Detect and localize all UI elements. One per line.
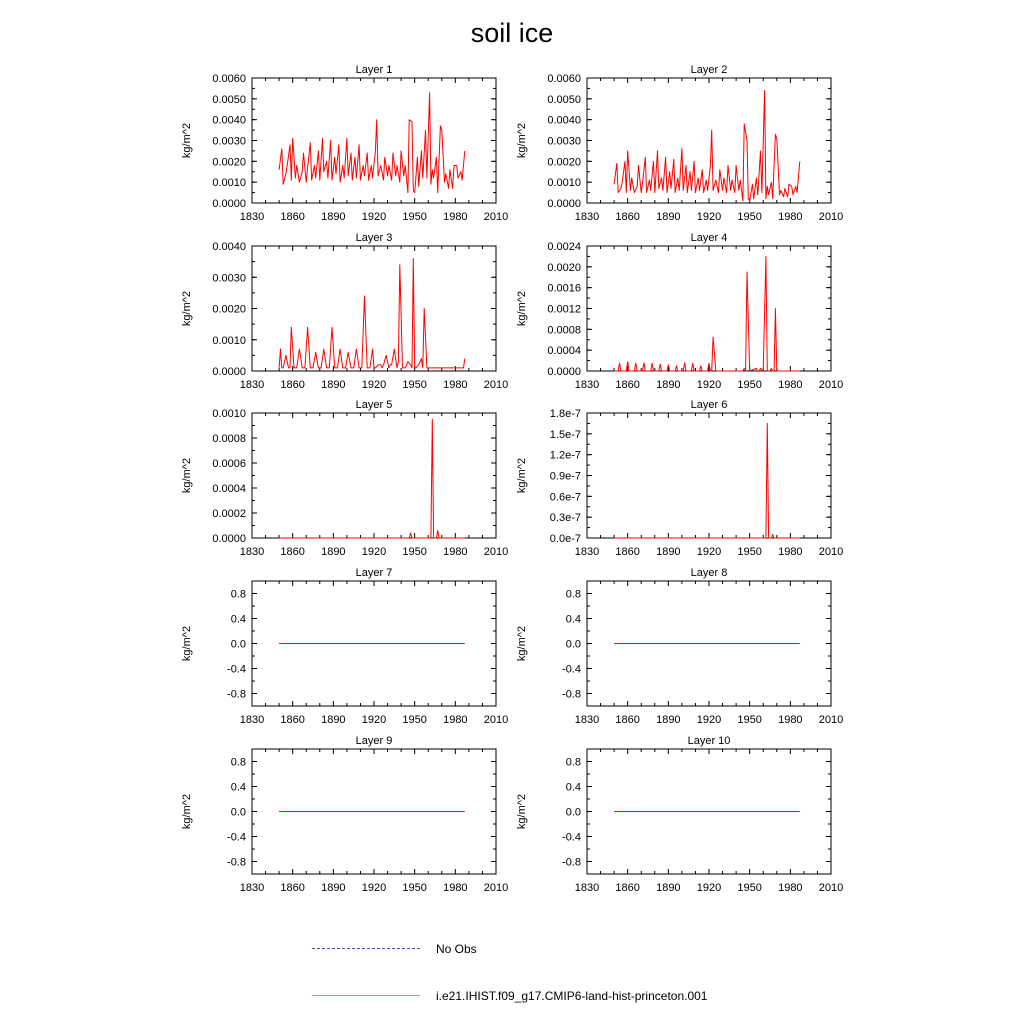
x-tick-label: 1830	[574, 882, 600, 894]
y-tick-label: 0.4	[230, 781, 246, 794]
y-tick-label: 0.0000	[547, 366, 581, 378]
y-tick-label: 0.0020	[212, 156, 246, 169]
y-tick-label: -0.4	[227, 663, 246, 676]
x-tick-label: 2010	[818, 546, 844, 558]
legend-label: i.e21.IHIST.f09_g17.CMIP6-land-hist-princeton.001	[436, 989, 708, 1003]
x-tick-label: 2010	[483, 882, 509, 894]
y-tick-label: 0.0050	[547, 93, 581, 106]
y-tick-label: 0.0024	[547, 241, 581, 253]
x-tick-label: 1830	[239, 379, 265, 391]
x-tick-label: 1950	[737, 714, 762, 726]
chart-panel-layer-4	[516, 232, 843, 391]
x-tick-label: 1890	[656, 546, 681, 558]
x-tick-label: 1860	[615, 882, 640, 894]
y-tick-label: 0.0030	[212, 135, 246, 148]
y-tick-label: 1.8e-7	[549, 408, 581, 420]
x-tick-label: 1980	[443, 546, 468, 558]
series-line	[279, 259, 465, 368]
y-tick-label: -0.4	[562, 831, 581, 844]
y-tick-label: 0.9e-7	[549, 470, 581, 483]
plot-frame	[252, 78, 496, 203]
series-line	[614, 423, 800, 538]
x-tick-label: 1950	[737, 379, 762, 391]
y-tick-label: 0.0016	[547, 282, 581, 295]
x-tick-label: 1980	[778, 714, 803, 726]
y-tick-label: 0.6e-7	[549, 491, 581, 504]
x-tick-label: 1920	[361, 546, 387, 558]
y-tick-label: 0.0020	[547, 261, 581, 274]
y-tick-label: 0.0012	[547, 303, 581, 316]
y-tick-label: 0.0030	[547, 135, 581, 148]
y-tick-label: -0.8	[562, 688, 581, 701]
x-tick-label: 1860	[615, 379, 640, 391]
panel-title: Layer 6	[690, 399, 728, 411]
y-axis-label: kg/m^2	[181, 290, 193, 327]
x-tick-label: 1920	[361, 211, 387, 223]
x-tick-label: 1860	[280, 714, 305, 726]
chart-panel-layer-10	[516, 735, 843, 894]
y-axis-label: kg/m^2	[181, 122, 193, 159]
x-tick-label: 2010	[483, 546, 509, 558]
x-tick-label: 1830	[239, 546, 265, 558]
y-tick-label: 0.4	[565, 781, 581, 794]
x-tick-label: 1980	[778, 546, 803, 558]
x-tick-label: 1950	[737, 882, 762, 894]
y-tick-label: -0.8	[562, 856, 581, 869]
x-tick-label: 1890	[321, 379, 346, 391]
x-tick-label: 1830	[239, 882, 265, 894]
y-tick-label: 0.0000	[212, 533, 246, 545]
x-tick-label: 2010	[818, 714, 844, 726]
series-line	[614, 256, 800, 371]
panel-title: Layer 4	[690, 232, 728, 244]
x-tick-label: 2010	[818, 211, 844, 223]
x-tick-label: 1890	[656, 211, 681, 223]
y-tick-label: 0.0004	[547, 345, 581, 358]
x-tick-label: 1830	[574, 546, 600, 558]
x-tick-label: 1860	[615, 211, 640, 223]
x-tick-label: 2010	[483, 211, 509, 223]
y-tick-label: 0.0040	[547, 114, 581, 127]
panel-title: Layer 7	[355, 567, 393, 579]
x-tick-label: 1890	[321, 714, 346, 726]
y-axis-label: kg/m^2	[516, 793, 528, 830]
x-tick-label: 1920	[696, 211, 722, 223]
x-tick-label: 1920	[361, 379, 387, 391]
y-tick-label: 0.3e-7	[549, 512, 581, 525]
y-tick-label: 0.0000	[212, 198, 246, 210]
y-tick-label: 1.2e-7	[549, 449, 581, 462]
legend-swatch-solid	[312, 995, 420, 996]
x-tick-label: 1950	[402, 546, 427, 558]
chart-panel-layer-7	[181, 567, 508, 726]
x-tick-label: 1980	[443, 714, 468, 726]
y-tick-label: 0.0010	[212, 408, 246, 420]
page-title: soil ice	[470, 18, 554, 48]
series-line	[614, 91, 800, 201]
y-tick-label: 0.0030	[212, 272, 246, 285]
y-tick-label: 0.0000	[547, 198, 581, 210]
chart-panel-layer-5	[181, 399, 508, 558]
x-tick-label: 1950	[737, 211, 762, 223]
y-tick-label: 1.5e-7	[549, 428, 581, 441]
x-tick-label: 1890	[321, 211, 346, 223]
y-tick-label: 0.0	[230, 806, 246, 819]
x-tick-label: 2010	[483, 379, 509, 391]
x-tick-label: 1920	[696, 379, 722, 391]
x-tick-label: 1920	[696, 546, 722, 558]
x-tick-label: 1920	[361, 714, 387, 726]
y-tick-label: 0.0006	[212, 458, 246, 470]
x-tick-label: 1830	[239, 714, 265, 726]
y-tick-label: 0.0004	[212, 483, 246, 495]
x-tick-label: 1950	[402, 882, 427, 894]
x-tick-label: 1860	[280, 546, 305, 558]
y-tick-label: -0.4	[227, 831, 246, 844]
x-tick-label: 2010	[818, 379, 844, 391]
y-tick-label: -0.4	[562, 663, 581, 676]
legend-swatch-dashed	[312, 948, 420, 949]
y-tick-label: 0.0	[230, 638, 246, 651]
y-tick-label: 0.0010	[212, 334, 246, 347]
y-tick-label: 0.8	[565, 756, 581, 769]
panel-title: Layer 1	[355, 64, 393, 76]
y-tick-label: 0.0002	[212, 508, 246, 520]
y-axis-label: kg/m^2	[181, 457, 193, 494]
legend-label: No Obs	[436, 942, 477, 956]
y-tick-label: 0.0060	[547, 73, 581, 85]
series-line	[279, 419, 465, 538]
x-tick-label: 1920	[361, 882, 387, 894]
y-axis-label: kg/m^2	[516, 122, 528, 159]
chart-panel-layer-9	[181, 735, 508, 894]
x-tick-label: 1980	[443, 211, 468, 223]
series-line	[279, 93, 465, 193]
panel-title: Layer 2	[690, 64, 728, 76]
y-axis-label: kg/m^2	[516, 457, 528, 494]
y-tick-label: 0.0e-7	[549, 533, 581, 545]
y-tick-label: 0.0020	[212, 303, 246, 316]
x-tick-label: 2010	[483, 714, 509, 726]
x-tick-label: 1920	[696, 714, 722, 726]
plot-frame	[587, 246, 831, 371]
y-axis-label: kg/m^2	[181, 625, 193, 662]
x-tick-label: 1890	[656, 882, 681, 894]
x-tick-label: 1890	[656, 379, 681, 391]
y-tick-label: 0.0050	[212, 93, 246, 106]
x-tick-label: 1890	[321, 546, 346, 558]
x-tick-label: 1890	[656, 714, 681, 726]
y-axis-label: kg/m^2	[516, 625, 528, 662]
x-tick-label: 1890	[321, 882, 346, 894]
chart-panel-layer-1	[181, 64, 508, 223]
y-tick-label: 0.0	[565, 806, 581, 819]
y-axis-label: kg/m^2	[516, 290, 528, 327]
y-tick-label: 0.0010	[212, 177, 246, 190]
x-tick-label: 1980	[443, 379, 468, 391]
x-tick-label: 1860	[615, 714, 640, 726]
y-axis-label: kg/m^2	[181, 793, 193, 830]
y-tick-label: -0.8	[227, 688, 246, 701]
chart-panel-layer-6	[516, 399, 843, 558]
x-tick-label: 1950	[737, 546, 762, 558]
y-tick-label: 0.0000	[212, 366, 246, 378]
panel-title: Layer 8	[690, 567, 728, 579]
x-tick-label: 1950	[402, 714, 427, 726]
panel-title: Layer 10	[687, 735, 731, 747]
x-tick-label: 1830	[574, 379, 600, 391]
y-tick-label: 0.8	[565, 588, 581, 601]
y-tick-label: 0.0040	[212, 114, 246, 127]
chart-panel-layer-3	[181, 232, 508, 391]
y-tick-label: 0.8	[230, 588, 246, 601]
x-tick-label: 1830	[574, 211, 600, 223]
x-tick-label: 1830	[574, 714, 600, 726]
chart-panel-layer-8	[516, 567, 843, 726]
x-tick-label: 1950	[402, 211, 427, 223]
x-tick-label: 1980	[778, 882, 803, 894]
y-tick-label: 0.0020	[547, 156, 581, 169]
plot-frame	[587, 413, 831, 538]
y-tick-label: 0.4	[230, 613, 246, 626]
panel-title: Layer 3	[355, 232, 393, 244]
y-tick-label: 0.0060	[212, 73, 246, 85]
panel-title: Layer 9	[355, 735, 393, 747]
x-tick-label: 1860	[615, 546, 640, 558]
x-tick-label: 1980	[778, 379, 803, 391]
panel-title: Layer 5	[355, 399, 393, 411]
x-tick-label: 1830	[239, 211, 265, 223]
plot-frame	[587, 78, 831, 203]
y-tick-label: 0.8	[230, 756, 246, 769]
plot-frame	[252, 246, 496, 371]
y-tick-label: 0.0008	[547, 324, 581, 337]
y-tick-label: 0.0040	[212, 241, 246, 253]
x-tick-label: 1860	[280, 379, 305, 391]
y-tick-label: 0.0008	[212, 433, 246, 445]
x-tick-label: 1860	[280, 882, 305, 894]
x-tick-label: 1950	[402, 379, 427, 391]
chart-panel-layer-2	[516, 64, 843, 223]
y-tick-label: -0.8	[227, 856, 246, 869]
x-tick-label: 1860	[280, 211, 305, 223]
x-tick-label: 1980	[778, 211, 803, 223]
plot-frame	[252, 413, 496, 538]
x-tick-label: 1920	[696, 882, 722, 894]
x-tick-label: 2010	[818, 882, 844, 894]
y-tick-label: 0.0	[565, 638, 581, 651]
x-tick-label: 1980	[443, 882, 468, 894]
y-tick-label: 0.0010	[547, 177, 581, 190]
y-tick-label: 0.4	[565, 613, 581, 626]
